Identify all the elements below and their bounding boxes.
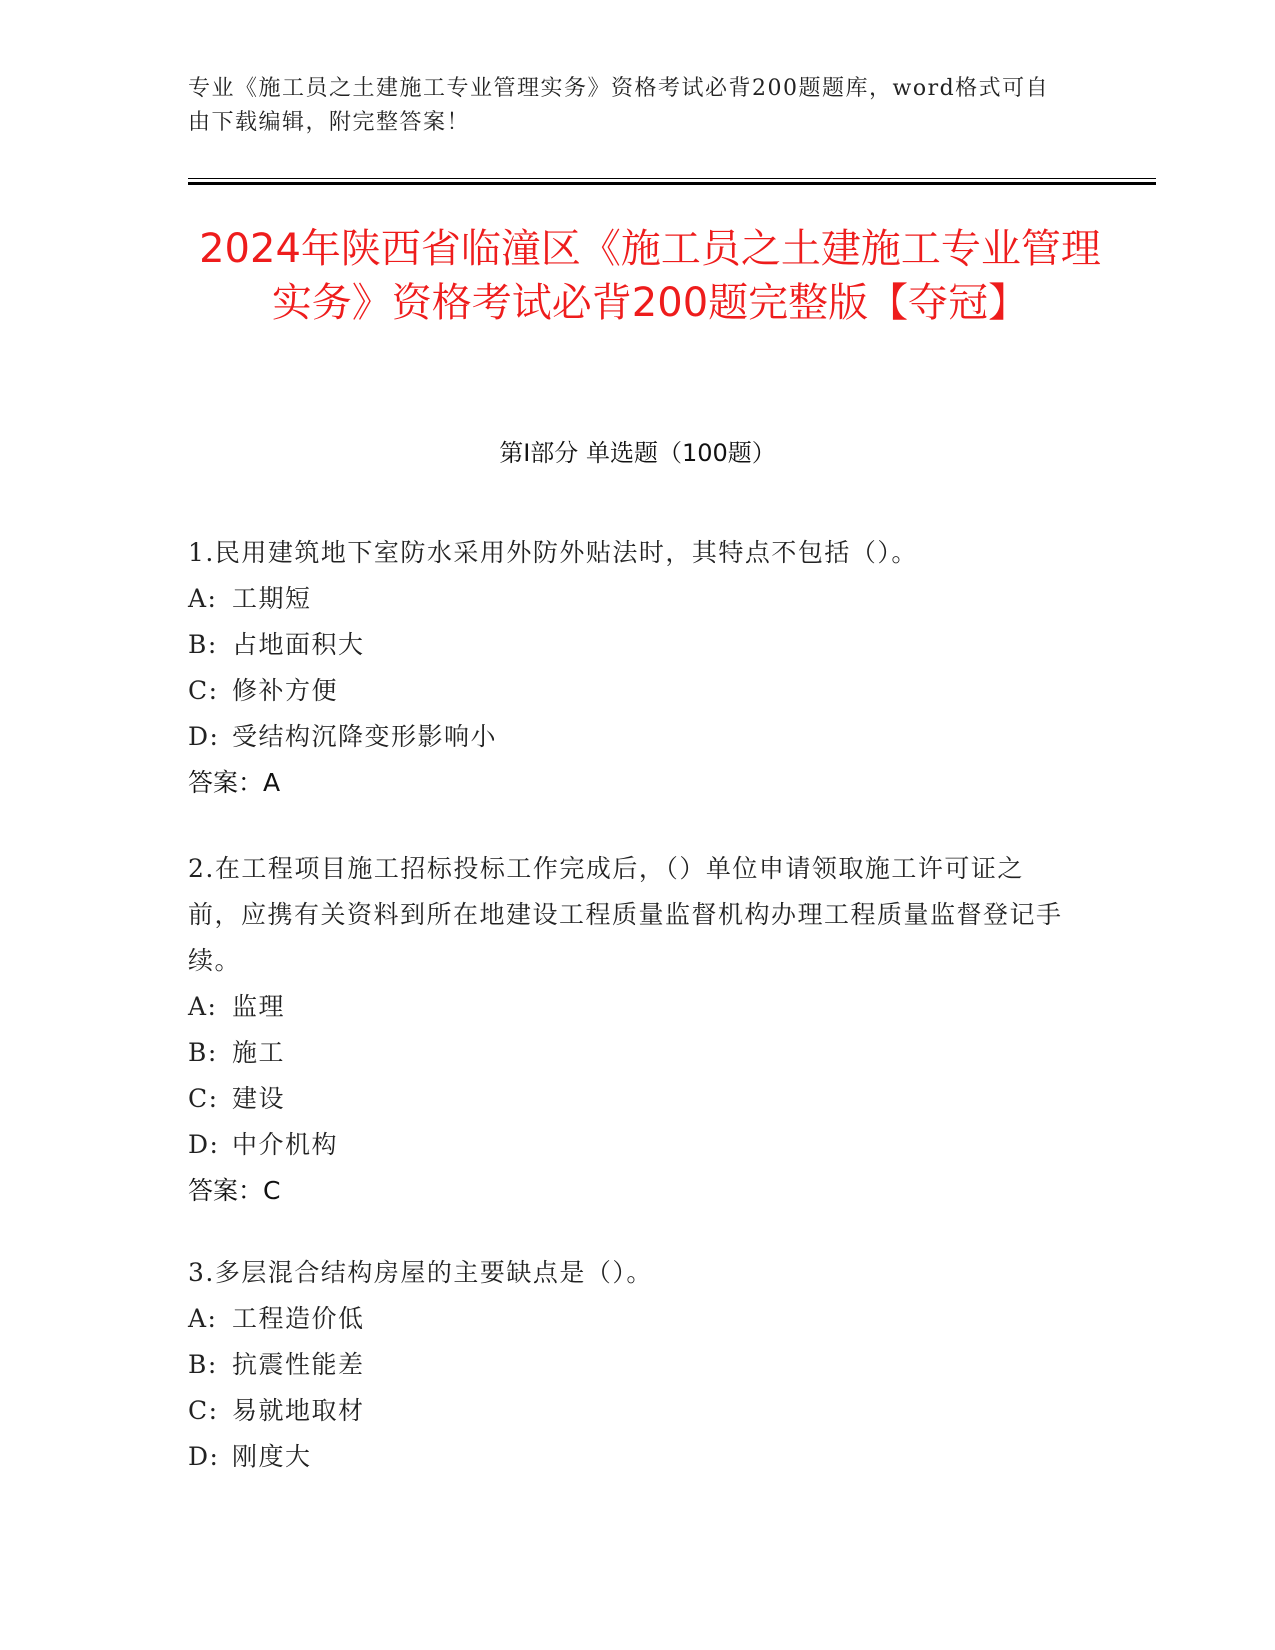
option-key: C: <box>188 1396 219 1425</box>
option-d <box>188 1434 1068 1480</box>
option-d <box>188 1122 1068 1168</box>
document-title: 2024年陕西省临潼区《施工员之土建施工专业管理实务》资格考试必背200题完整版【夺冠】 <box>199 226 1101 326</box>
option-key: A: <box>188 584 218 613</box>
option-text: 受结构沉降变形影响小 <box>232 722 498 751</box>
option-c <box>188 1076 1068 1122</box>
option-b <box>188 1342 1068 1388</box>
option-text: 占地面积大 <box>232 630 365 659</box>
option-key: D: <box>188 1442 220 1471</box>
option-text: 施工 <box>232 1038 286 1067</box>
question-stem: 1.民用建筑地下室防水采用外防外贴法时，其特点不包括（）。 <box>188 538 918 567</box>
option-text: 监理 <box>232 992 286 1021</box>
question-1 <box>188 530 1068 806</box>
option-text: 中介机构 <box>232 1130 339 1159</box>
question-2 <box>188 846 1068 1214</box>
answer-line: 答案：A <box>188 768 281 797</box>
option-c <box>188 1388 1068 1434</box>
option-b <box>188 622 1068 668</box>
option-text: 易就地取材 <box>232 1396 365 1425</box>
section-heading: 第I部分 单选题（100题） <box>499 439 776 467</box>
option-key: A: <box>188 1304 218 1333</box>
header-note: 专业《施工员之土建施工专业管理实务》资格考试必背200题题库，word格式可自由下载编辑，附完整答案！ <box>188 76 1050 135</box>
option-key: C: <box>188 676 219 705</box>
header-rule-thick <box>188 182 1156 185</box>
option-key: B: <box>188 630 218 659</box>
option-text: 刚度大 <box>232 1442 312 1471</box>
option-a <box>188 984 1068 1030</box>
option-key: B: <box>188 1038 218 1067</box>
option-c <box>188 668 1068 714</box>
option-key: B: <box>188 1350 218 1379</box>
option-a <box>188 576 1068 622</box>
option-b <box>188 1030 1068 1076</box>
question-stem: 3.多层混合结构房屋的主要缺点是（）。 <box>188 1258 653 1287</box>
option-text: 工程造价低 <box>232 1304 365 1333</box>
option-text: 修补方便 <box>232 676 339 705</box>
question-3 <box>188 1250 1068 1480</box>
option-text: 工期短 <box>232 584 312 613</box>
question-stem: 2.在工程项目施工招标投标工作完成后，（）单位申请领取施工许可证之前，应携有关资料到所在地建设工程质量监督机构办理工程质量监督登记手续。 <box>188 854 1063 975</box>
option-a <box>188 1296 1068 1342</box>
option-key: D: <box>188 722 220 751</box>
option-key: A: <box>188 992 218 1021</box>
option-text: 建设 <box>232 1084 286 1113</box>
header-rule-thin <box>188 178 1156 179</box>
answer-line: 答案：C <box>188 1176 281 1205</box>
option-key: D: <box>188 1130 220 1159</box>
option-d <box>188 714 1068 760</box>
option-text: 抗震性能差 <box>232 1350 365 1379</box>
option-key: C: <box>188 1084 219 1113</box>
